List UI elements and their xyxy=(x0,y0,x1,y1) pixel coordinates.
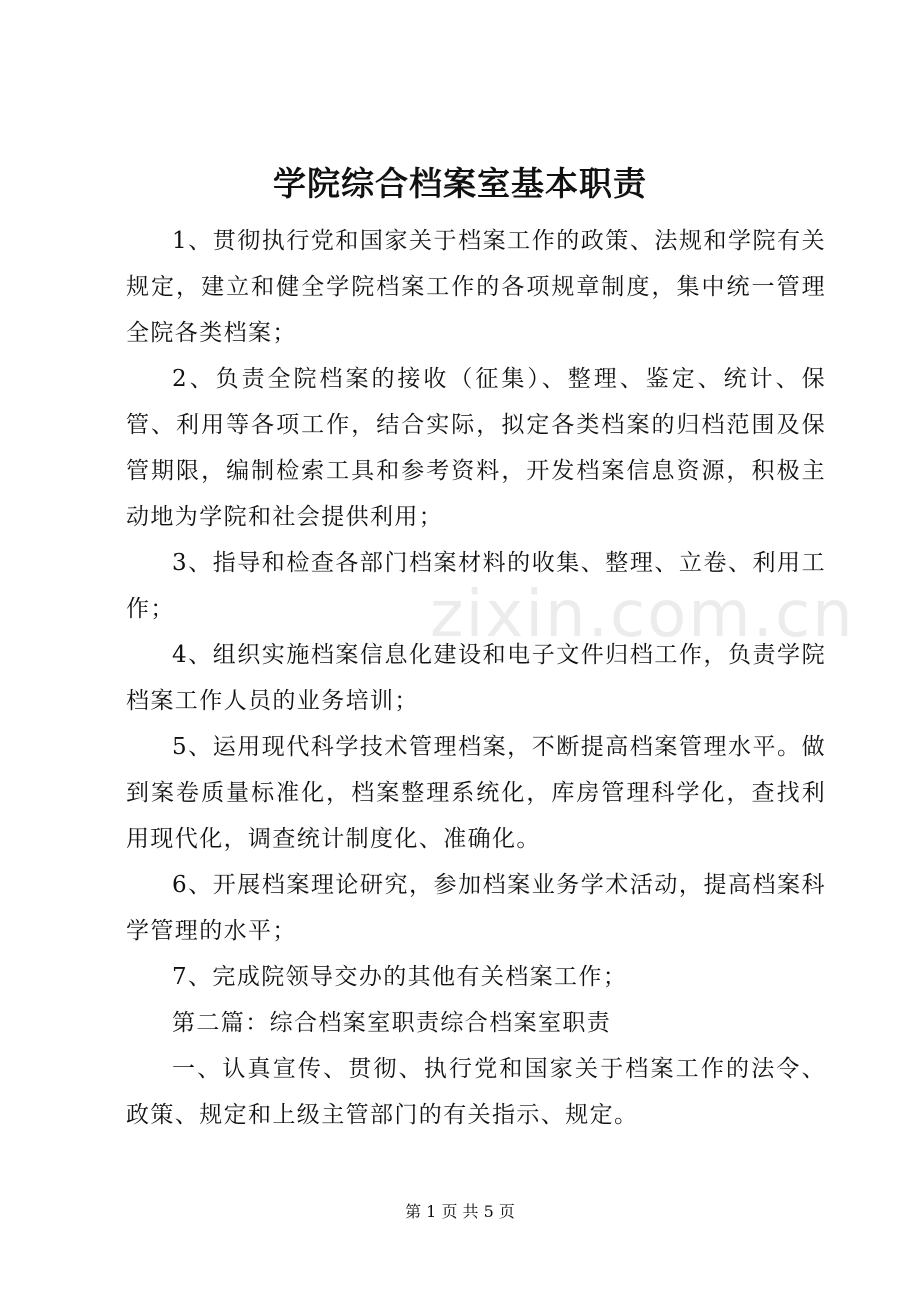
page-number-footer: 第 1 页 共 5 页 xyxy=(405,1202,515,1221)
paragraph-7: 7、完成院领导交办的其他有关档案工作； xyxy=(172,964,628,990)
document-body xyxy=(126,218,826,1138)
document-title: 学院综合档案室基本职责 xyxy=(273,164,647,203)
paragraph-second-1: 一、认真宣传、贯彻、执行党和国家关于档案工作的法令、政策、规定和上级主管部门的有关指示、规定。 xyxy=(126,1056,826,1128)
paragraph-3: 3、指导和检查各部门档案材料的收集、整理、立卷、利用工作； xyxy=(126,550,826,622)
watermark-text: zixin.com.cn xyxy=(430,578,855,652)
paragraph-4: 4、组织实施档案信息化建设和电子文件归档工作，负责学院档案工作人员的业务培训； xyxy=(126,642,826,714)
paragraph-2: 2、负责全院档案的接收（征集）、整理、鉴定、统计、保管、利用等各项工作，结合实际，拟定各类档案的归档范围及保管期限，编制检索工具和参考资料，开发档案信息资源，积极主动地为学院和社会提供利用； xyxy=(126,366,826,530)
paragraph-5: 5、运用现代科学技术管理档案，不断提高档案管理水平。做到案卷质量标准化，档案整理系统化，库房管理科学化，查找利用现代化，调查统计制度化、准确化。 xyxy=(126,734,826,852)
paragraph-1: 1、贯彻执行党和国家关于档案工作的政策、法规和学院有关规定，建立和健全学院档案工作的各项规章制度，集中统一管理全院各类档案； xyxy=(126,228,826,346)
section-heading-second: 第二篇：综合档案室职责综合档案室职责 xyxy=(172,1010,612,1036)
paragraph-6: 6、开展档案理论研究，参加档案业务学术活动，提高档案科学管理的水平； xyxy=(126,872,826,944)
